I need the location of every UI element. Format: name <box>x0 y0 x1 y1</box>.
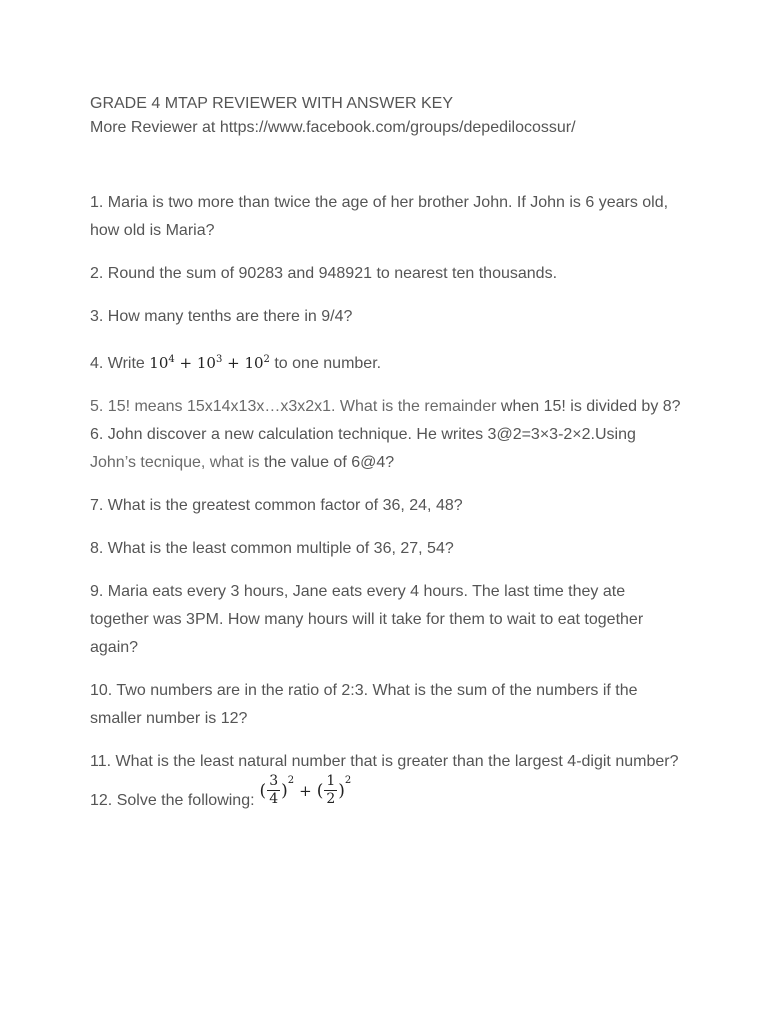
question-3: 3. How many tenths are there in 9/4? <box>90 308 353 325</box>
power-exponent-3: 2 <box>263 354 270 365</box>
question-6-part-1: 6. John discover a new calculation technique. He writes 3@2=3×3-2×2.Using <box>90 426 636 443</box>
question-6-part-2: John’s tecnique, what is <box>90 454 260 471</box>
question-1: 1. Maria is two more than twice the age of her brother John. If John is 6 years old, how old is Maria? <box>90 194 669 239</box>
left-paren-1: ( <box>259 780 267 801</box>
question-4-prefix: 4. Write <box>90 355 150 372</box>
question-6 <box>90 421 688 477</box>
fraction-2-exponent: 2 <box>344 774 352 786</box>
question-4 <box>90 346 688 378</box>
question-12-label: 12. Solve the following: <box>90 792 255 809</box>
question-11: 11. What is the least natural number that is greater than the largest 4-digit number? <box>90 753 679 770</box>
question-6-part-3: the value of 6@4? <box>259 454 395 471</box>
fraction-expression <box>260 774 352 807</box>
question-7: 7. What is the greatest common factor of 36, 24, 48? <box>90 497 463 514</box>
fraction-2-denominator: 2 <box>326 791 336 807</box>
power-base-1: 10 <box>149 354 169 372</box>
plus-sign: + <box>299 781 312 800</box>
question-4-suffix: to one number. <box>269 355 382 372</box>
power-expression <box>149 354 270 372</box>
right-paren-2: ) <box>338 780 345 801</box>
power-base-3: 10 <box>244 354 264 372</box>
fraction-1-numerator: 3 <box>269 773 279 789</box>
question-5-part-1: 5. 15! means 15x14x13x…x3x2x1. What is the remainder <box>90 398 497 415</box>
fraction-1-denominator: 4 <box>269 791 279 807</box>
question-10: 10. Two numbers are in the ratio of 2:3. What is the sum of the numbers if the smaller number is 12? <box>90 682 638 727</box>
power-exponent-2: 3 <box>215 354 223 365</box>
question-5 <box>90 393 688 421</box>
fraction-2-numerator: 1 <box>326 773 336 789</box>
right-paren-1: ) <box>281 780 288 801</box>
left-paren-2: ( <box>316 780 324 801</box>
question-5-part-2: when 15! is divided by 8? <box>496 398 681 415</box>
document-title: GRADE 4 MTAP REVIEWER WITH ANSWER KEY <box>90 95 454 112</box>
question-12 <box>90 773 688 815</box>
fraction-1 <box>267 774 280 807</box>
fraction-2 <box>324 774 337 807</box>
power-base-2: 10 <box>196 354 216 372</box>
plus-sign-1: + <box>174 354 197 372</box>
question-9: 9. Maria eats every 3 hours, Jane eats every 4 hours. The last time they ate together was 3PM. How many hours will it take for them to wait to eat together again? <box>90 583 644 656</box>
question-2: 2. Round the sum of 90283 and 948921 to nearest ten thousands. <box>90 265 558 282</box>
plus-sign-2: + <box>222 354 245 372</box>
fraction-1-exponent: 2 <box>287 774 295 786</box>
question-8: 8. What is the least common multiple of 36, 27, 54? <box>90 540 454 557</box>
document-subtitle: More Reviewer at https://www.facebook.com/groups/depedilocossur/ <box>90 119 576 136</box>
power-exponent-1: 4 <box>168 354 175 365</box>
